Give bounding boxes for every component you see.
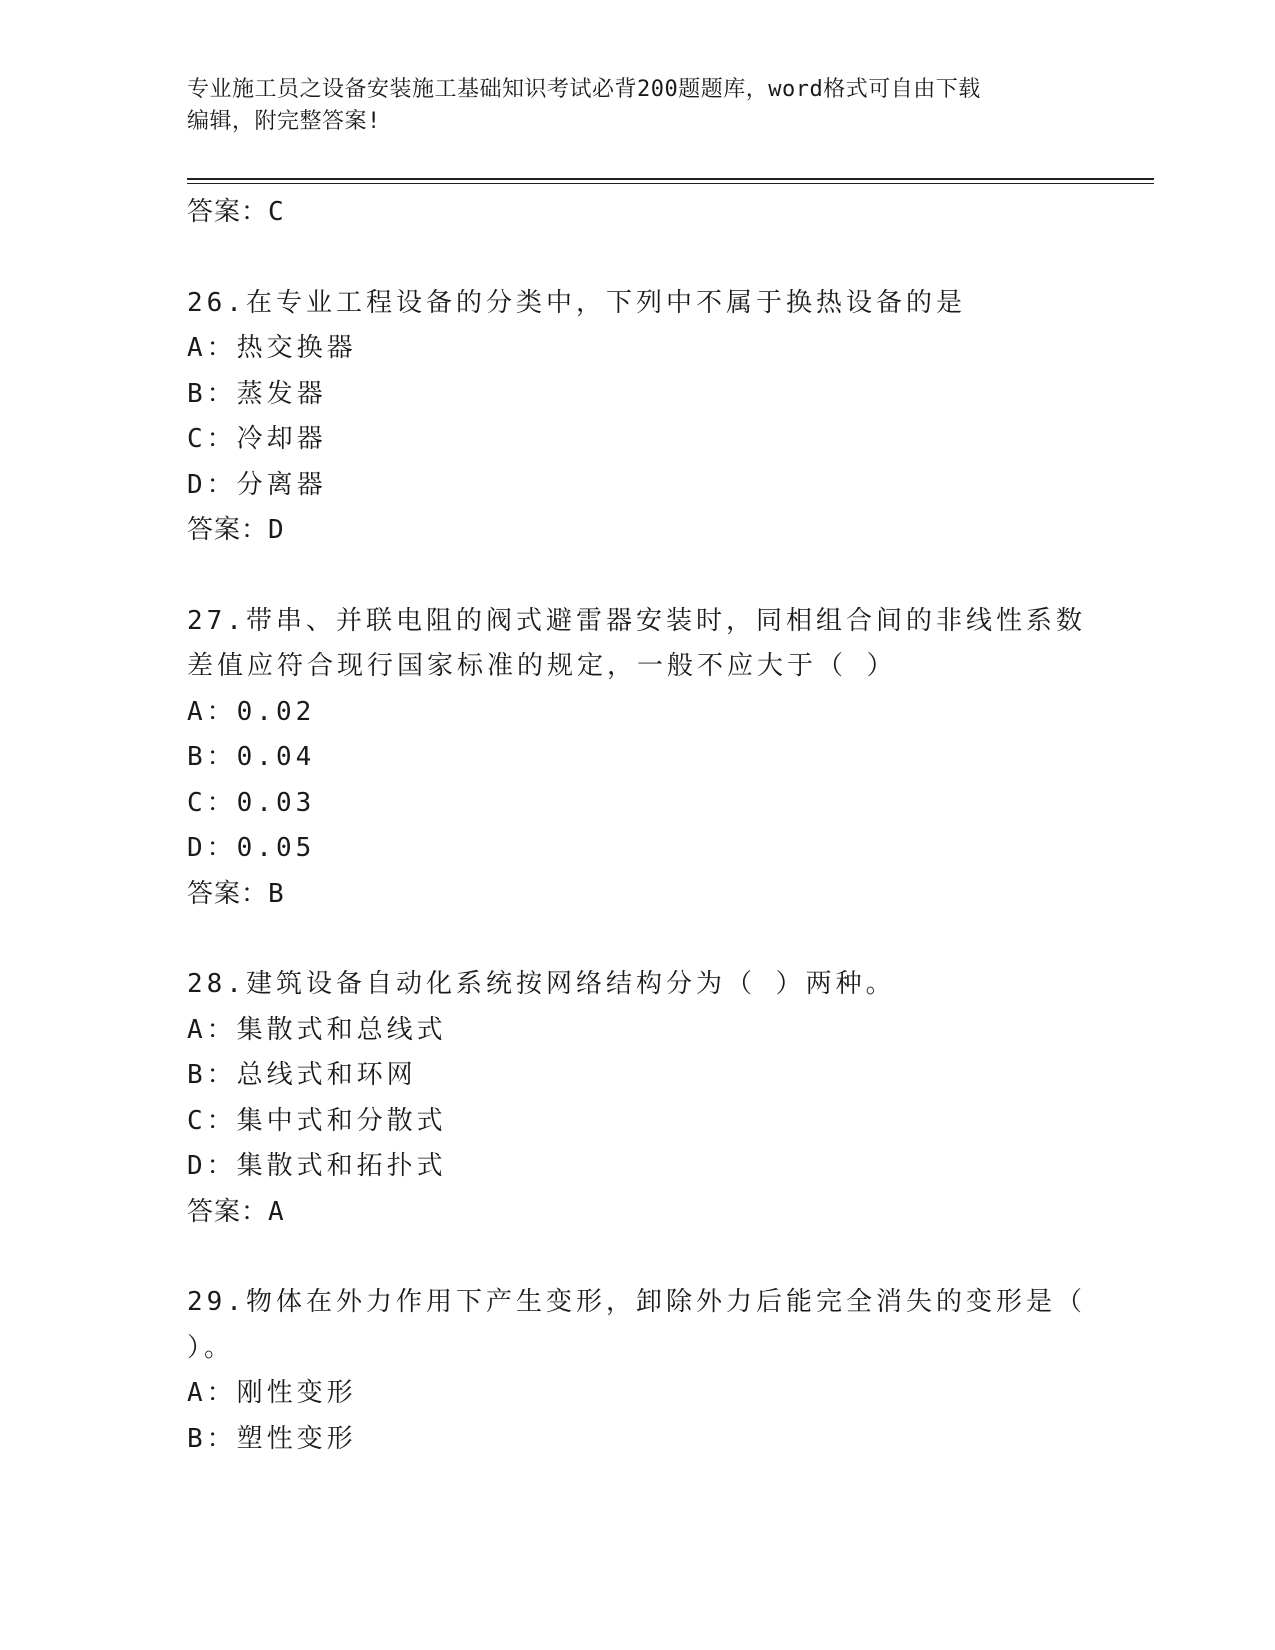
question-26-option-b: B：蒸发器 <box>187 378 327 409</box>
header-line-2: 编辑，附完整答案! <box>187 109 381 134</box>
question-list <box>187 190 1087 1462</box>
question-28-stem: 28.建筑设备自动化系统按网络结构分为（ ）两种。 <box>187 969 896 999</box>
question-27-option-c: C：0.03 <box>187 787 316 818</box>
question-28-answer: 答案：A <box>187 1196 285 1227</box>
question-26-stem: 26.在专业工程设备的分类中，下列中不属于换热设备的是 <box>187 287 966 318</box>
question-27-option-d: D：0.05 <box>187 833 316 863</box>
question-26-answer: 答案：D <box>187 515 285 545</box>
question-29-stem: 29.物体在外力作用下产生变形，卸除外力后能完全消失的变形是（ ）。 <box>187 1287 1086 1363</box>
question-26-option-a: A：热交换器 <box>187 333 357 363</box>
question-28-option-a: A：集散式和总线式 <box>187 1014 447 1045</box>
question-29-option-a: A：刚性变形 <box>187 1378 357 1408</box>
question-27-answer: 答案：B <box>187 878 285 909</box>
document-header <box>187 74 1087 138</box>
question-28-option-d: D：集散式和拓扑式 <box>187 1151 447 1181</box>
header-divider-thick <box>187 178 1154 180</box>
header-divider-thin <box>187 183 1154 184</box>
question-26-option-d: D：分离器 <box>187 469 327 500</box>
question-27-stem: 27.带串、并联电阻的阀式避雷器安装时，同相组合间的非线性系数差值应符合现行国家标准的规定，一般不应大于（ ） <box>187 605 1086 681</box>
question-27-option-b: B：0.04 <box>187 742 316 772</box>
question-29-option-b: B：塑性变形 <box>187 1423 357 1454</box>
header-line-1: 专业施工员之设备安装施工基础知识考试必背200题题库，word格式可自由下载 <box>187 77 981 102</box>
question-26-option-c: C：冷却器 <box>187 424 327 454</box>
question-27-option-a: A：0.02 <box>187 696 316 727</box>
question-28-option-c: C：集中式和分散式 <box>187 1105 447 1136</box>
question-28-option-b: B：总线式和环网 <box>187 1060 417 1090</box>
previous-answer: 答案：C <box>187 197 285 227</box>
